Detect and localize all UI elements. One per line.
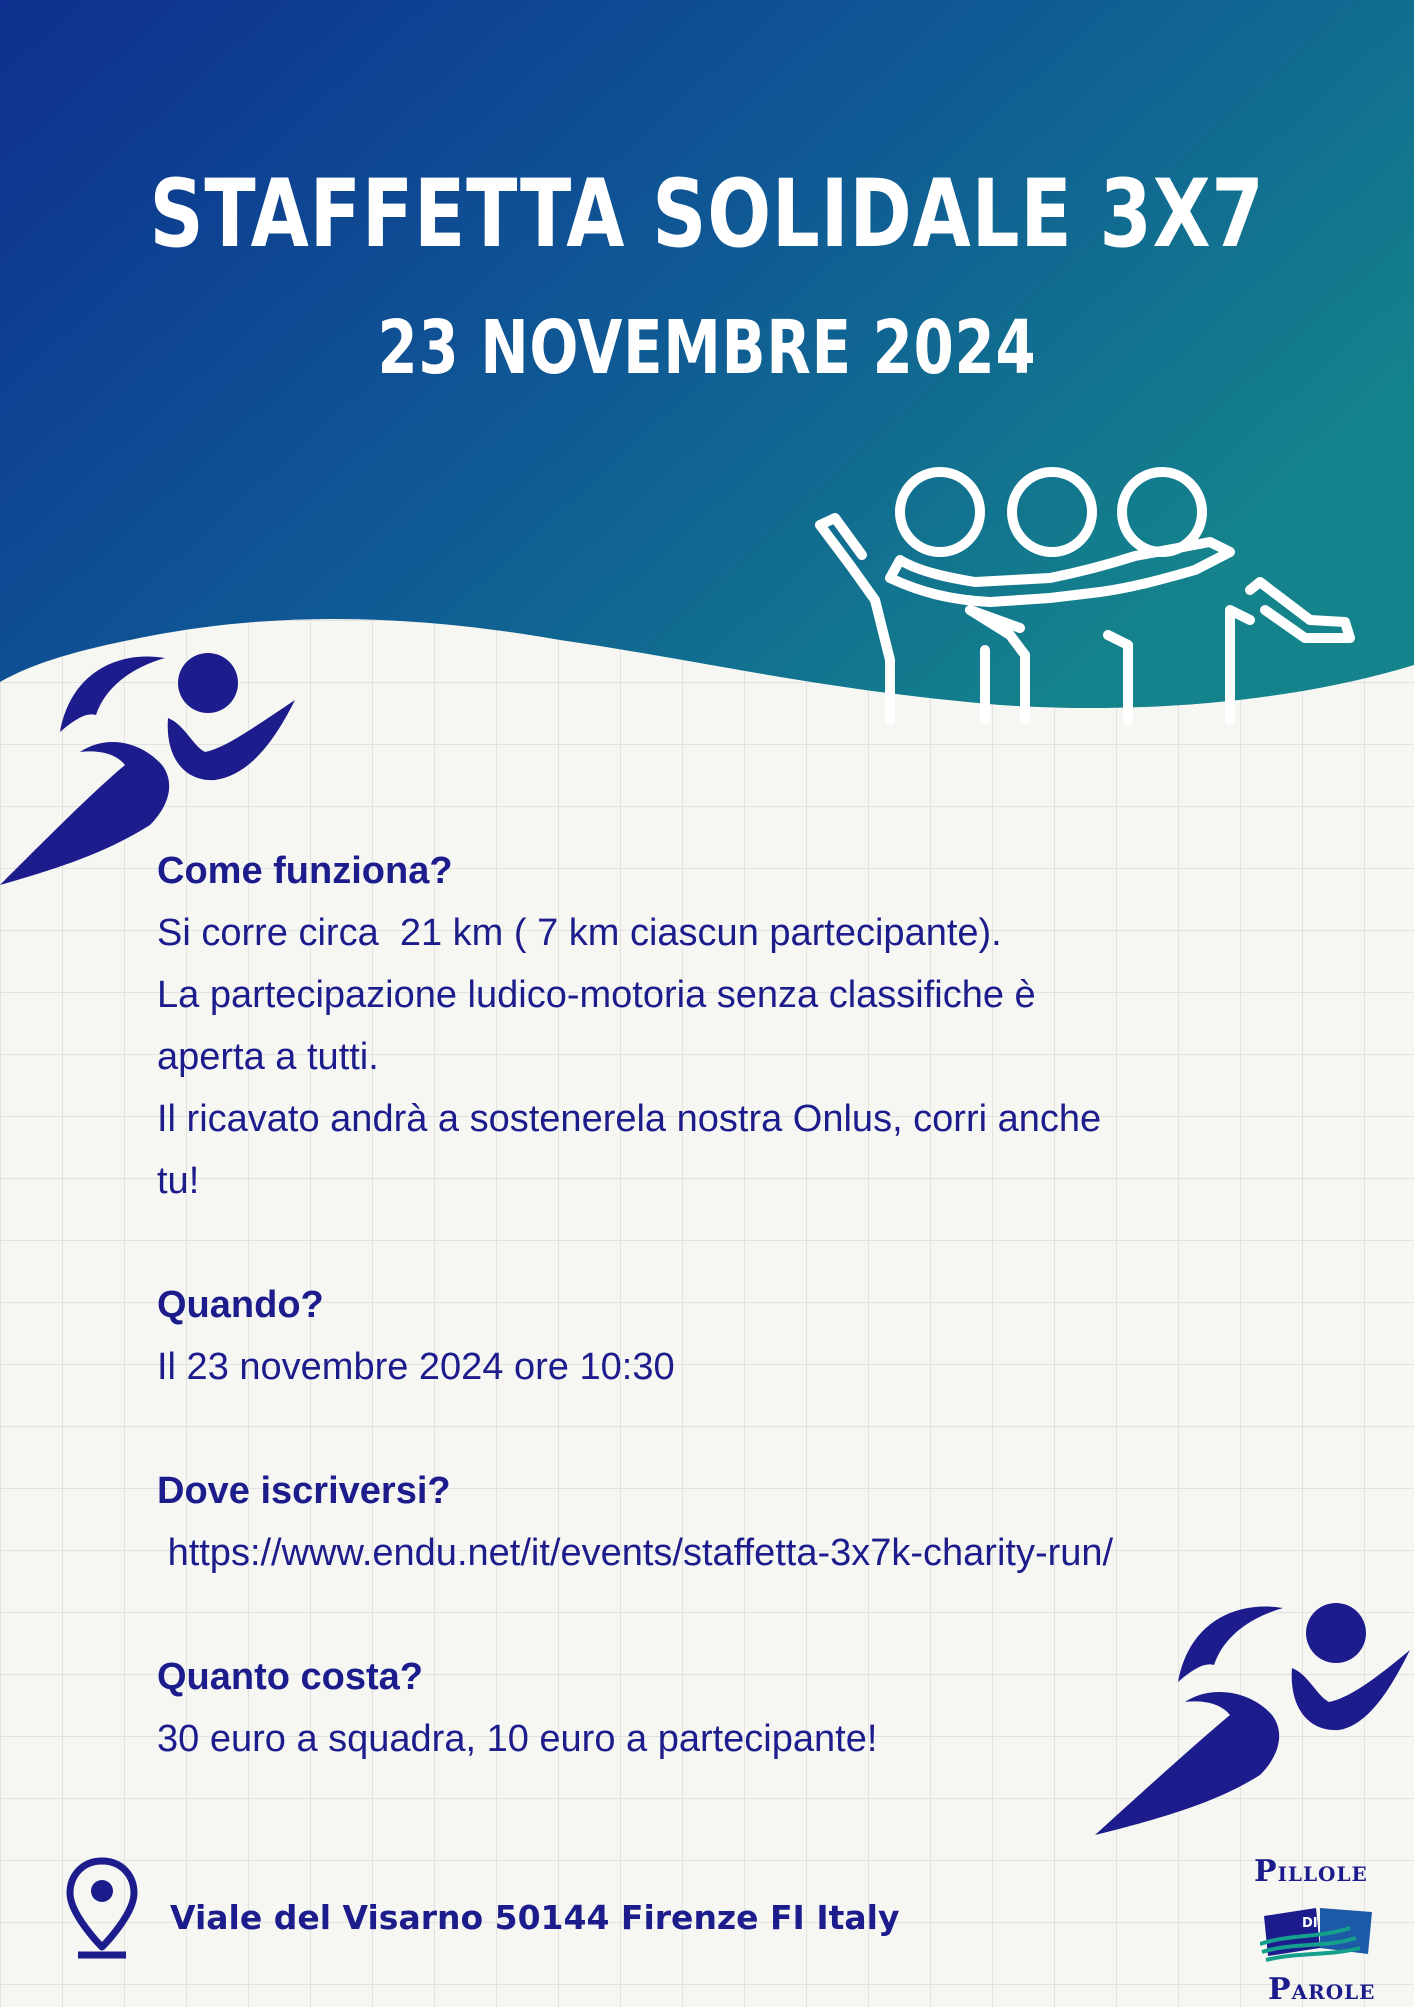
section-line: 30 euro a squadra, 10 euro a partecipante! <box>157 1718 878 1760</box>
book-icon <box>1260 1898 1378 1968</box>
section-when <box>157 1274 1307 1398</box>
pillole-di-parole-logo <box>1250 1848 1378 2007</box>
section-line: Il 23 novembre 2024 ore 10:30 <box>157 1346 675 1388</box>
logo-middle-word: DI <box>1302 1916 1318 1931</box>
section-line: Si corre circa 21 km ( 7 km ciascun partecipante). <box>157 912 1002 954</box>
logo-top-word: PILLOLE <box>1254 1854 1368 1889</box>
section-heading: Come funziona? <box>157 850 453 892</box>
event-address: Viale del Visarno 50144 Firenze FI Italy <box>170 1898 900 1937</box>
section-where-to-register <box>157 1460 1307 1584</box>
registration-link[interactable]: https://www.endu.net/it/events/staffetta-3x7k-charity-run/ <box>157 1532 1114 1574</box>
event-details <box>157 840 1307 1832</box>
group-people-icon <box>790 460 1360 730</box>
map-pin-icon <box>62 1855 142 1965</box>
section-heading: Quanto costa? <box>157 1656 424 1698</box>
section-how-it-works <box>157 840 1307 1212</box>
event-date: 23 NOVEMBRE 2024 <box>377 305 1037 391</box>
section-line: La partecipazione ludico-motoria senza classifiche è <box>157 974 1036 1016</box>
logo-bottom-word: PAROLE <box>1268 1972 1376 2007</box>
section-line: Il ricavato andrà a sostenerela nostra Onlus, corri anche <box>157 1098 1102 1140</box>
section-line: aperta a tutti. <box>157 1036 379 1078</box>
event-title: STAFFETTA SOLIDALE 3X7 <box>149 160 1265 269</box>
section-line: tu! <box>157 1160 200 1202</box>
section-heading: Quando? <box>157 1284 324 1326</box>
section-heading: Dove iscriversi? <box>157 1470 451 1512</box>
section-cost <box>157 1646 1307 1770</box>
